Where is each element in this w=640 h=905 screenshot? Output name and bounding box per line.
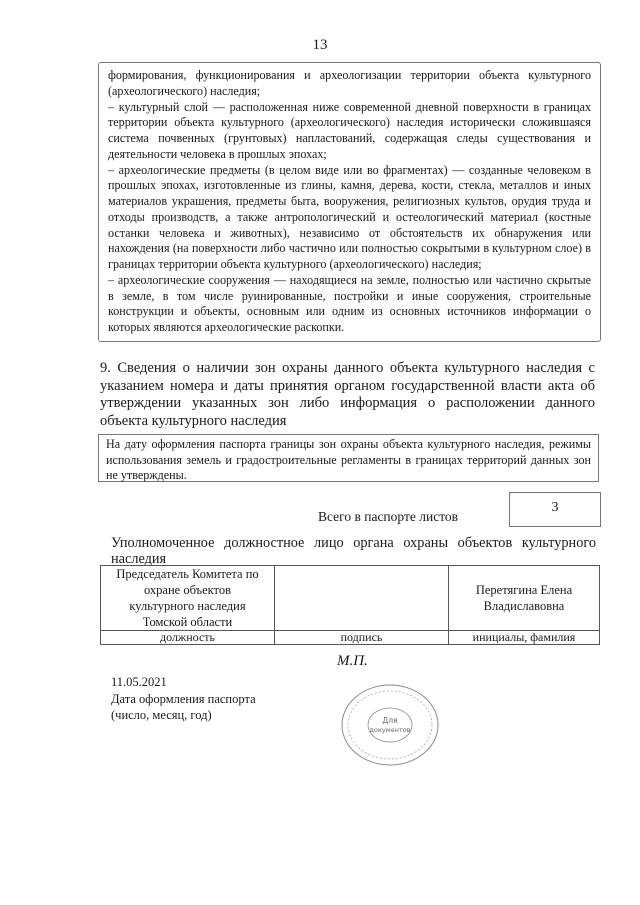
- col-signature-label: подпись: [275, 631, 449, 645]
- signature-cell: [275, 566, 449, 631]
- name-cell: [449, 566, 600, 631]
- section-9-heading: 9. Сведения о наличии зон охраны данного объекта культурного наследия с указанием номера и даты принятия органом государственной власти акта об утверждении указанных зон либо информация о расположении данного объекта культурного наследия: [100, 360, 595, 429]
- definition-paragraph: формирования, функционирования и археологизации территории объекта культурного (археологического) наследия;: [108, 68, 591, 98]
- position-line: культурного наследия: [129, 599, 246, 613]
- name-line: Перетягина Елена: [475, 583, 573, 597]
- col-position-label: должность: [101, 631, 275, 645]
- stamp-text: документов: [369, 726, 411, 734]
- definitions-box: [98, 62, 601, 342]
- signature-table: [100, 565, 600, 645]
- issue-date-label: Дата оформления паспорта: [111, 691, 256, 706]
- col-name-label: инициалы, фамилия: [449, 631, 600, 645]
- position-line: Томской области: [142, 615, 233, 629]
- stamp-text: Для: [382, 716, 398, 725]
- total-sheets-label: Всего в паспорте листов: [318, 509, 459, 524]
- position-line: охране объектов: [143, 583, 232, 597]
- protection-zones-box: На дату оформления паспорта границы зон охраны объекта культурного наследия, режимы использования земель и градостроительные регламенты в границах территорий данных зон не утверждены.: [98, 434, 599, 482]
- seal-stamp-icon: [340, 683, 440, 768]
- total-sheets-value: 3: [509, 492, 601, 527]
- page-number: 13: [312, 37, 328, 53]
- definition-paragraph: – археологические предметы (в целом виде или во фрагментах) — созданные человеком в прошлых эпохах, изготовленные из глины, камня, дерева, кости, стекла, металлов и иных материалов украшения, предметы быта, вооружения, религиозных культов, орудия труда и отходы производств, а также антропологический и остеологический материал (костные останки человека и животных), независимо от обстоятельств их обнаружения или нахождения (на поверхности либо частично или полностью сокрытыми в культурном слое) в границах территории объекта культурного (археологического) наследия;: [108, 162, 591, 271]
- definition-paragraph: – культурный слой — расположенная ниже современной дневной поверхности в границах территории объекта культурного (археологического) наследия исторически сложившаяся система почвенных (грунтовых) напластований, содержащая следы существования и деятельности человека в прошлых эпохах;: [108, 99, 591, 161]
- official-heading: Уполномоченное должностное лицо органа охраны объектов культурного наследия: [111, 535, 596, 567]
- position-cell: [101, 566, 275, 631]
- definition-paragraph: – археологические сооружения — находящиеся на земле, полностью или частично скрытые в земле, в том числе руинированные, постройки и иные сооружения, строительные конструкции и объекты, основным или одним из основных источников информации о которых являются археологические раскопки.: [108, 272, 591, 334]
- name-line: Владиславовна: [483, 599, 565, 613]
- position-line: Председатель Комитета по: [116, 567, 259, 581]
- date-block: [111, 674, 256, 724]
- seal-place-label: М.П.: [337, 653, 368, 669]
- issue-date: 11.05.2021: [111, 675, 167, 689]
- issue-date-format: (число, месяц, год): [111, 708, 212, 722]
